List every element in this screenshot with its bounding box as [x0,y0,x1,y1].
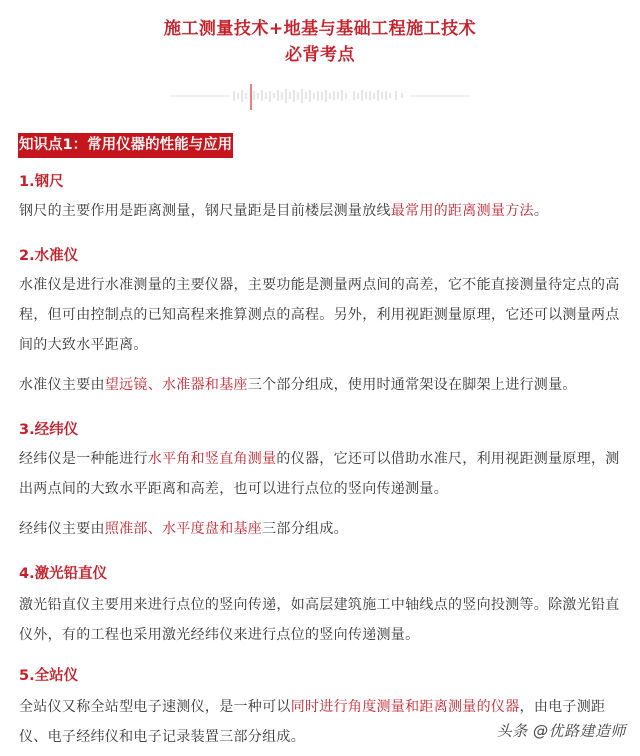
watermark: 头条 @优路建造师 [496,722,626,740]
section-heading-theodolite: 3.经纬仪 [19,422,79,438]
section-paragraph: 经纬仪主要由照准部、水平度盘和基座三部分组成。 [19,521,348,537]
highlight-text: 望远镜、水准器和基座 [104,377,248,393]
section-paragraph: 激光铅直仪主要用来进行点位的竖向传递，如高层建筑施工中轴线点的竖向投测等。除激光铅直仪外，有的工程也采用激光经纬仪来进行点位的竖向传递测量。 [19,597,620,643]
section-heading-laser-plummet: 4.激光铅直仪 [19,566,108,582]
section-heading-total-station: 5.全站仪 [19,668,79,684]
section-paragraph: 全站仪又称全站型电子速测仪，是一种可以同时进行角度测量和距离测量的仪器，由电子测距仪、电子经纬仪和电子记录装置三部分组成。 [19,699,606,745]
section-paragraph: 水准仪是进行水准测量的主要仪器，主要功能是测量两点间的高差，它不能直接测量待定点的高程，但可由控制点的已知高程来推算测点的高程。另外，利用视距测量原理，它还可以测量两点间的大致水平距离。 [19,277,620,353]
section-paragraph: 钢尺的主要作用是距离测量，钢尺量距是目前楼层测量放线最常用的距离测量方法。 [19,203,549,219]
section-heading-steel-tape: 1.钢尺 [19,174,64,190]
highlight-text: 水平角和竖直角测量 [147,451,277,467]
page-subtitle: 必背考点 [285,45,355,65]
page-title: 施工测量技术+地基与基础工程施工技术 [163,19,477,39]
knowledge-point-banner: 知识点1：常用仪器的性能与应用 [18,133,233,158]
highlight-text: 同时进行角度测量和距离测量的仪器 [290,699,520,715]
highlight-text: 照准部、水平度盘和基座 [104,521,263,537]
highlight-text: 最常用的距离测量方法 [390,203,534,219]
section-heading-level: 2.水准仪 [19,248,79,264]
section-paragraph: 经纬仪是一种能进行水平角和竖直角测量的仪器，它还可以借助水准尺，利用视距测量原理，测出两点间的大致水平距离和高差，也可以进行点位的竖向传递测量。 [19,451,620,497]
decorative-divider-icon [170,84,470,110]
section-paragraph: 水准仪主要由望远镜、水准器和基座三个部分组成，使用时通常架设在脚架上进行测量。 [19,377,577,393]
